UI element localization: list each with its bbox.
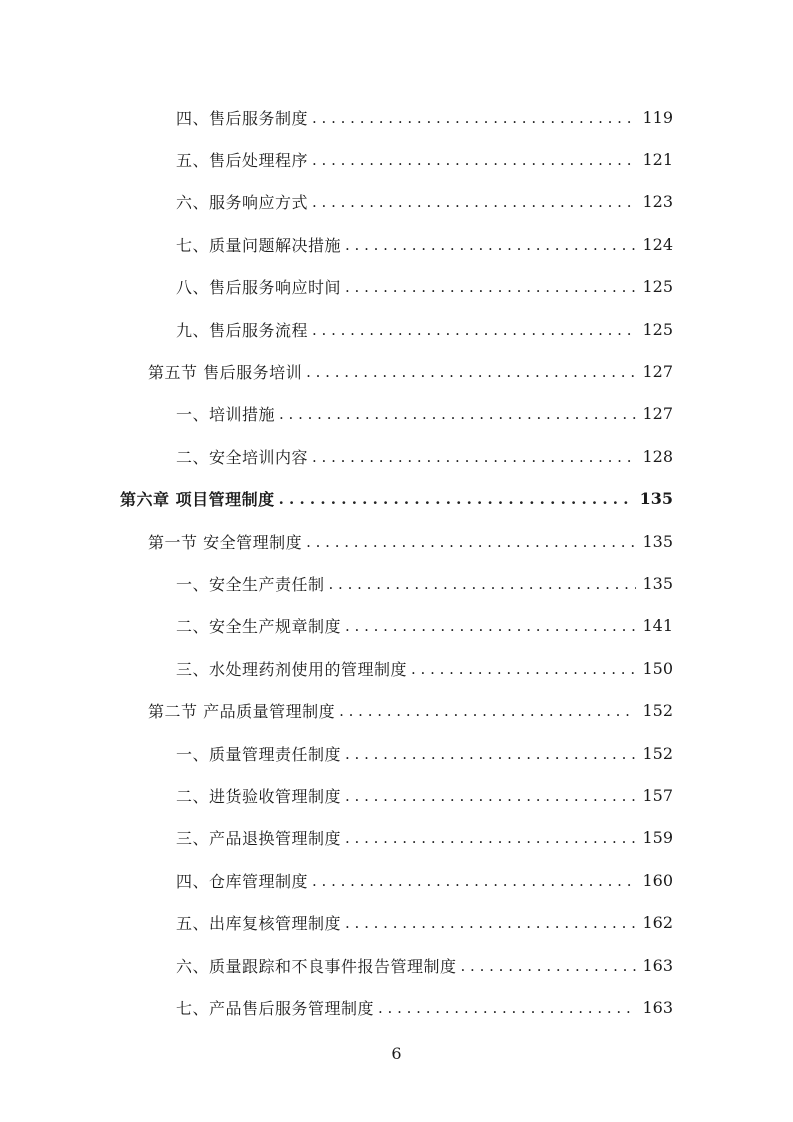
toc-entry-page: 150 xyxy=(642,658,673,678)
toc-dot-leader xyxy=(411,662,636,677)
toc-entry-title: 一、质量管理责任制度 xyxy=(176,744,342,764)
toc-dot-leader xyxy=(461,959,637,974)
toc-entry[interactable] xyxy=(0,96,793,138)
table-of-contents xyxy=(0,96,793,1029)
toc-dot-leader xyxy=(306,535,636,550)
toc-dot-leader xyxy=(345,916,636,931)
toc-dot-leader xyxy=(378,1001,636,1016)
toc-entry-page: 135 xyxy=(642,573,673,593)
toc-entry-page: 135 xyxy=(642,531,673,551)
toc-entry-title: 五、出库复核管理制度 xyxy=(176,914,342,934)
toc-dot-leader xyxy=(306,365,636,380)
toc-dot-leader xyxy=(312,111,636,126)
toc-entry-page: 152 xyxy=(642,743,673,763)
toc-entry-page: 125 xyxy=(642,319,673,339)
toc-entry-title: 四、仓库管理制度 xyxy=(176,871,309,891)
toc-entry-page: 160 xyxy=(642,870,673,890)
toc-entry-title: 七、产品售后服务管理制度 xyxy=(176,998,375,1018)
toc-entry[interactable] xyxy=(0,562,793,604)
toc-dot-leader xyxy=(345,280,636,295)
toc-entry[interactable] xyxy=(0,393,793,435)
toc-dot-leader xyxy=(312,195,636,210)
toc-dot-leader xyxy=(312,323,636,338)
toc-entry-page: 125 xyxy=(642,277,673,297)
toc-entry-page: 128 xyxy=(642,446,673,466)
toc-entry-page: 152 xyxy=(642,701,673,721)
toc-entry-title: 九、售后服务流程 xyxy=(176,320,309,340)
toc-dot-leader xyxy=(345,238,636,253)
toc-entry[interactable] xyxy=(0,944,793,986)
toc-entry-page: 159 xyxy=(642,828,673,848)
toc-entry[interactable] xyxy=(0,732,793,774)
toc-entry-title: 第一节 安全管理制度 xyxy=(148,532,303,552)
toc-dot-leader xyxy=(339,704,636,719)
toc-entry[interactable] xyxy=(0,986,793,1028)
toc-entry-title: 六、服务响应方式 xyxy=(176,193,309,213)
toc-entry[interactable] xyxy=(0,901,793,943)
toc-entry[interactable] xyxy=(0,817,793,859)
toc-entry[interactable] xyxy=(0,181,793,223)
toc-section-entry[interactable] xyxy=(0,689,793,731)
toc-entry-page: 163 xyxy=(642,955,673,975)
toc-entry[interactable] xyxy=(0,774,793,816)
toc-entry-title: 第六章 项目管理制度 xyxy=(120,490,275,510)
toc-entry[interactable] xyxy=(0,308,793,350)
toc-dot-leader xyxy=(312,153,636,168)
toc-entry-page: 119 xyxy=(642,107,673,127)
toc-entry-title: 一、培训措施 xyxy=(176,405,276,425)
toc-entry-title: 二、安全生产规章制度 xyxy=(176,617,342,637)
toc-entry-page: 157 xyxy=(642,785,673,805)
toc-entry-page: 135 xyxy=(639,489,673,509)
toc-entry-page: 141 xyxy=(642,616,673,636)
toc-entry-title: 三、水处理药剂使用的管理制度 xyxy=(176,659,408,679)
toc-entry-page: 123 xyxy=(642,192,673,212)
toc-dot-leader xyxy=(345,789,636,804)
toc-entry-page: 127 xyxy=(642,362,673,382)
toc-entry-title: 五、售后处理程序 xyxy=(176,151,309,171)
toc-dot-leader xyxy=(312,450,636,465)
toc-entry[interactable] xyxy=(0,435,793,477)
toc-section-entry[interactable] xyxy=(0,520,793,562)
toc-entry-page: 124 xyxy=(642,234,673,254)
toc-dot-leader xyxy=(345,619,636,634)
toc-entry-page: 121 xyxy=(642,150,673,170)
toc-entry-title: 一、安全生产责任制 xyxy=(176,574,325,594)
toc-entry-title: 二、安全培训内容 xyxy=(176,447,309,467)
toc-entry-page: 162 xyxy=(642,913,673,933)
toc-chapter-entry[interactable] xyxy=(0,478,793,520)
toc-dot-leader xyxy=(329,577,637,592)
toc-entry-title: 第五节 售后服务培训 xyxy=(148,363,303,383)
toc-entry-title: 三、产品退换管理制度 xyxy=(176,829,342,849)
toc-entry-title: 七、质量问题解决措施 xyxy=(176,235,342,255)
toc-entry-title: 六、质量跟踪和不良事件报告管理制度 xyxy=(176,956,457,976)
toc-dot-leader xyxy=(345,831,636,846)
toc-dot-leader xyxy=(312,874,636,889)
toc-dot-leader xyxy=(345,747,636,762)
toc-entry-page: 127 xyxy=(642,404,673,424)
toc-entry[interactable] xyxy=(0,605,793,647)
toc-dot-leader xyxy=(279,407,636,422)
toc-entry-title: 八、售后服务响应时间 xyxy=(176,278,342,298)
toc-entry[interactable] xyxy=(0,647,793,689)
toc-dot-leader xyxy=(279,492,634,507)
toc-entry-title: 第二节 产品质量管理制度 xyxy=(148,702,336,722)
toc-section-entry[interactable] xyxy=(0,350,793,392)
page-number: 6 xyxy=(391,1044,402,1063)
toc-entry-page: 163 xyxy=(642,997,673,1017)
toc-entry-title: 二、进货验收管理制度 xyxy=(176,786,342,806)
toc-entry[interactable] xyxy=(0,859,793,901)
toc-entry-title: 四、售后服务制度 xyxy=(176,108,309,128)
toc-entry[interactable] xyxy=(0,223,793,265)
toc-entry[interactable] xyxy=(0,266,793,308)
toc-entry[interactable] xyxy=(0,138,793,180)
